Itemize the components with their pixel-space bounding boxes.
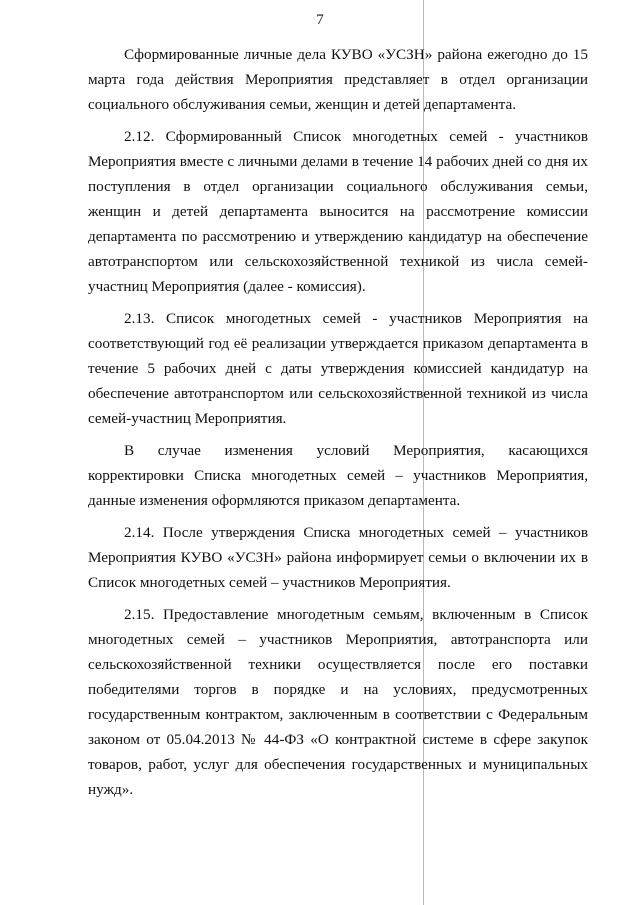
page-number: 7 — [316, 12, 324, 28]
paragraph-2-12: 2.12. Сформированный Список многодетных семей - участников Мероприятия вместе с личными делами в течение 14 рабочих дней со дня их поступления в отдел организации социального обслуживания семьи, женщин и детей департамента выносится на рассмотрение комиссии департамента по рассмотрению и утверждению кандидатур на обеспечение автотранспортом или сельскохозяйственной техникой из числа семей-участниц Мероприятия (далее - комиссия). — [88, 128, 588, 295]
paragraph-changes: В случае изменения условий Мероприятия, касающихся корректировки Списка многодетных семей – участников Мероприятия, данные изменения оформляются приказом департамента. — [88, 442, 588, 509]
paragraph-personal-files: Сформированные личные дела КУВО «УСЗН» района ежегодно до 15 марта года действия Мероприятия представляет в отдел организации социального обслуживания семьи, женщин и детей департамента. — [88, 46, 588, 113]
paragraph-2-15: 2.15. Предоставление многодетным семьям, включенным в Список многодетных семей – участников Мероприятия, автотранспорта или сельскохозяйственной техники осуществляется после его поставки победителями торгов в порядке и на условиях, предусмотренных государственным контрактом, заключенным в соответствии с Федеральным законом от 05.04.2013 № 44-ФЗ «О контрактной системе в сфере закупок товаров, работ, услуг для обеспечения государственных и муниципальных нужд». — [88, 606, 588, 798]
paragraph-2-14: 2.14. После утверждения Списка многодетных семей – участников Мероприятия КУВО «УСЗН» района информирует семьи о включении их в Список многодетных семей – участников Мероприятия. — [88, 524, 588, 591]
paragraph-2-13: 2.13. Список многодетных семей - участников Мероприятия на соответствующий год её реализации утверждается приказом департамента в течение 5 рабочих дней с даты утверждения комиссией кандидатур на обеспечение автотранспортом или сельскохозяйственной техникой из числа семей-участниц Мероприятия. — [88, 310, 588, 427]
document-body — [88, 42, 588, 809]
